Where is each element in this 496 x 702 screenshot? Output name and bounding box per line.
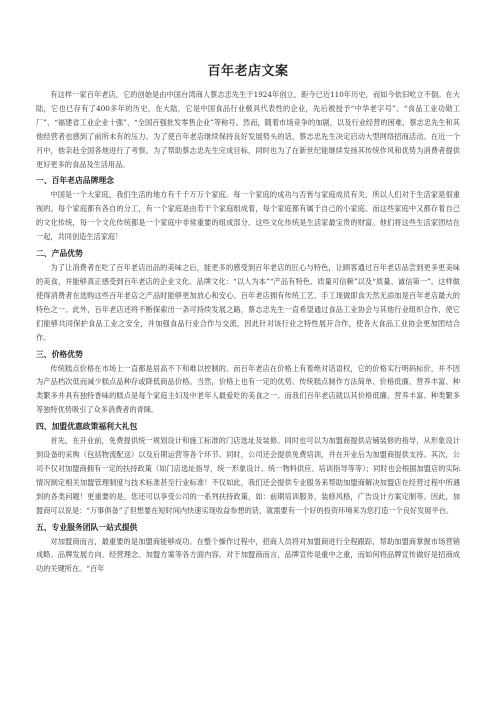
section-heading-policy: 四、加盟优惠政策福利大礼包 (36, 422, 138, 432)
document-body (36, 88, 460, 576)
section-heading-brand: 一、百年老店品牌理念 (36, 176, 114, 186)
intro-paragraph: 有这样一家百年老店，它的创始是由中国台湾商人蔡志忠先生于1924年创立，距今已近110年历史，而如今依旧屹立不倒。在大陆，它也已存有了400多年的历史。在大陆，它是中国食品行业极具代表性的企业，先后被授予“中华老字号”、“食品工业功勋工厂”、“福建省工业企业十强”、“全国百强批发零售企业”等称号。然而，随着市场竞争的加剧，以及行业经营的困难，蔡志忠先生和其他经营者也感到了前所未有的压力。为了使百年老店继续保持良好发展势头的话，蔡志忠先生决定启动大型网络招商活动。在近一个月中，他亲赴全国各地进行了考察。为了帮助蔡志忠先生完成目标，同时也为了在新世纪能继续发扬其传统作风和优势为消费者提供更好更多的食品及生活用品。 (36, 90, 460, 169)
policy-paragraph: 首先，在开业前，免费提供统一规划设计和施工标准的门店选址及装修。同时也可以为加盟商提供店铺装修的指导，从形象设计到设备的采购（包括物流配送）以及后期运营等各个环节。同时，公司还会提供免费培训，并在开业后为加盟商提供支持。其次，公司不仅对加盟商拥有一定的扶持政策（如门店选址指导，统一形象设计、统一物料供应、培训指导等等）；同时也会根据加盟店的实际情况制定相关加盟管理制度与技术标准甚至行业标准！不仅如此，我们还会提供专业服务来帮助加盟商解决加盟店在经营过程中所遇到的各类问题！更重要的是，您还可以享受公司的一系列扶持政策，如：前期培训服务，装修风格，广告设计方案定制等。因此，加盟商可以说是：“万事俱备”了但想要在短时间内快速实现收益参想的话，就需要有一个好的投资环境来为您打造一个良好发展平台。 (36, 436, 460, 515)
product-paragraph: 为了让消费者在吃了百年老店出品的美味之后，能更多的感受到百年老店的匠心与特色，让顾客通过百年老店品尝到更多更美味的美食，并能够真正感受到百年老店的企业文化、品牌文化：“以人为本”“产品有特色、质量可信赖”以及“质量、诚信第一”。这样做使得消费者在选购这些百年老店之产品时能够更加放心和安心。百年老店拥有传统工艺、手工现做即食天然无添加是百年老店最大的特色之一。此外，百年老店还将不断探索出一条可持续发展之路，蔡志忠先生一直希望通过食品工业协会与其他行业组织合作，使它们能够共同保护食品工业之安全，并加强食品行业合作与交流，因此针对该行业之特性展开合作，使各大食品工业协会更加团结合作。 (36, 263, 460, 342)
document-title: 百年老店文案 (207, 64, 289, 79)
brand-paragraph: 中国是一个大家庭，我们生活的地方有千千万万个家庭。每一个家庭的成功与否皆与家庭成员有关，所以人们对于生活家是很重视的。每个家庭都有各自的分工，有一个家庭是由若干个家庭组成着，每个家庭都有属于自己的小家庭。而这些家庭中又都存着自己的文化传统，每一个文化传统都是一个家庭中非常重要的组成部分。这些文化传统是生活家最宝贵的财富。他们将这些生活家团结在一起，共同创造生活家庭！ (36, 190, 460, 242)
section-heading-product: 二、产品优势 (36, 249, 83, 259)
service-paragraph: 对加盟商而言，最重要的是加盟商能够成功。在整个操作过程中，招商人员将对加盟商进行全程跟踪，帮助加盟商掌握市场营销成略、品牌发展方向、经营理念、加盟方案等各方面内容。对于加盟商而言，品牌宣传是重中之重，而如何将品牌宣传做好是招商成功的关键所在。“百年 (36, 536, 460, 574)
section-heading-service: 五、专业服务团队一站式提供 (36, 522, 138, 532)
section-heading-price: 三、价格优势 (36, 349, 83, 359)
price-paragraph: 传统糕点价格在市场上一直都是居高不下和难以控制的。而百年老店在价格上有着绝对话语权，它的价格实行明码标价，并不因为产品档次低而减少糕点品种存或降低商品价格。当然，价格上也有一定的优势。传统糕点制作方法简单、价格低廉、营养丰富、种类繁多并具有独特香味的糕点是每个家庭主妇及中老年人最爱吃的美食之一。而我们百年老店就以其价格低廉、营养丰富、种类繁多等独特优势吸引了众多消费者的青睐。 (36, 363, 460, 415)
